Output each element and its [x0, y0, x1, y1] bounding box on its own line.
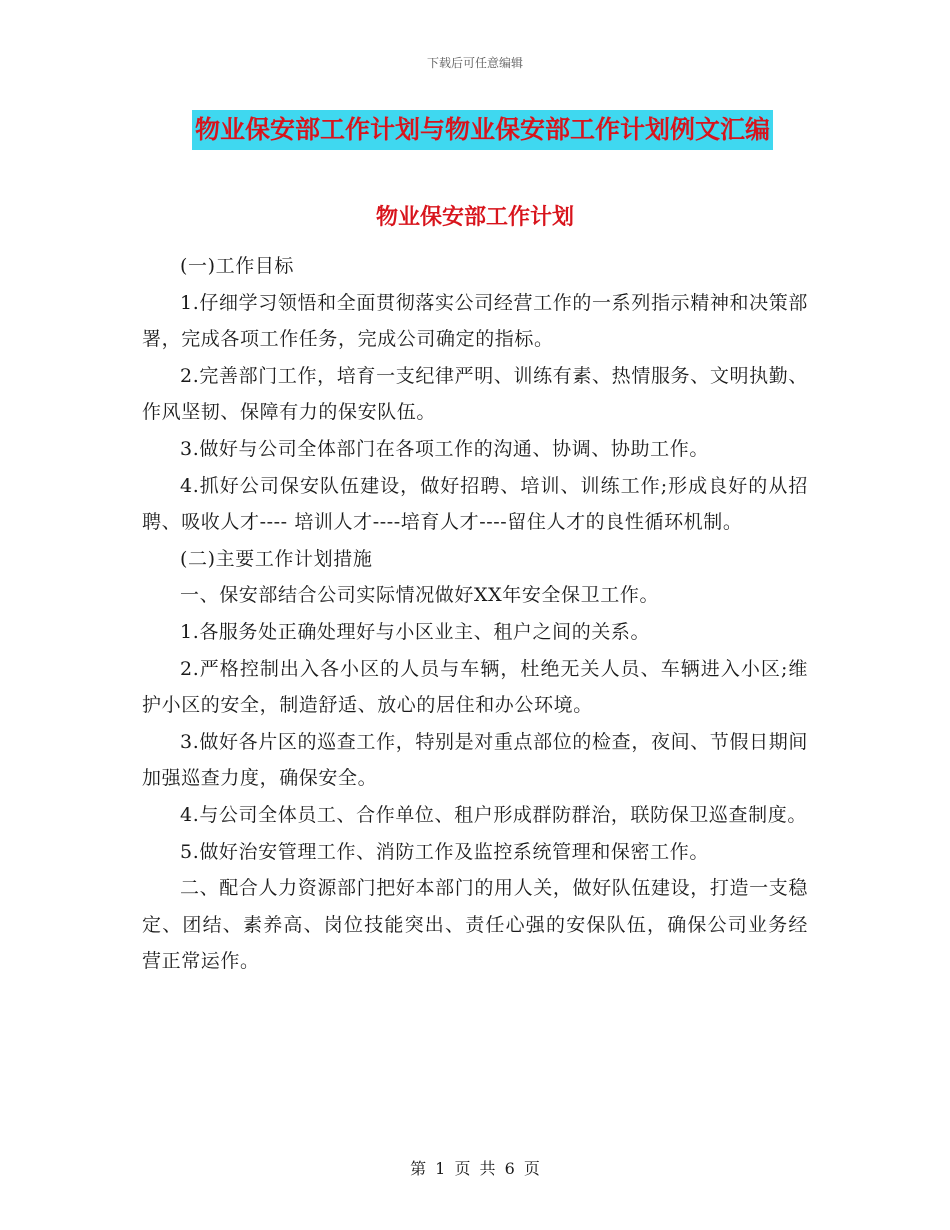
paragraph-goal-1: 1.仔细学习领悟和全面贯彻落实公司经营工作的一系列指示精神和决策部署，完成各项工作任务，完成公司确定的指标。: [142, 291, 808, 351]
paragraph-measure-section-2: 二、配合人力资源部门把好本部门的用人关，做好队伍建设，打造一支稳定、团结、素养高、岗位技能突出、责任心强的安保队伍，确保公司业务经营正常运作。: [142, 877, 808, 973]
paragraph-goal-4: 4.抓好公司保安队伍建设，做好招聘、培训、训练工作;形成良好的从招聘、吸收人才---- 培训人才----培育人才----留住人才的良性循环机制。: [142, 474, 808, 534]
paragraph-measure-1: 1.各服务处正确处理好与小区业主、租户之间的关系。: [180, 620, 651, 643]
paragraph-measure-5: 5.做好治安管理工作、消防工作及监控系统管理和保密工作。: [180, 840, 709, 863]
document-body: [142, 248, 808, 980]
paragraph-goal-2: 2.完善部门工作，培育一支纪律严明、训练有素、热情服务、文明执勤、作风坚韧、保障有力的保安队伍。: [142, 364, 808, 424]
document-main-title: 物业保安部工作计划与物业保安部工作计划例文汇编: [192, 110, 773, 150]
paragraph-measure-4: 4.与公司全体员工、合作单位、租户形成群防群治，联防保卫巡查制度。: [180, 803, 807, 826]
paragraph-measure-3: 3.做好各片区的巡查工作，特别是对重点部位的检查，夜间、节假日期间加强巡查力度，确保安全。: [142, 730, 808, 790]
paragraph-measure-2: 2.严格控制出入各小区的人员与车辆，杜绝无关人员、车辆进入小区;维护小区的安全，制造舒适、放心的居住和办公环境。: [142, 657, 808, 717]
page-header-note: 下载后可任意编辑: [426, 56, 523, 70]
section-title: 物业保安部工作计划: [375, 205, 574, 230]
paragraph-goal-heading: (一)工作目标: [180, 255, 295, 277]
paragraph-measure-section-1: 一、保安部结合公司实际情况做好XX年安全保卫工作。: [180, 584, 660, 607]
page-number-footer: 第 1 页 共 6 页: [410, 1159, 540, 1178]
paragraph-measures-heading: (二)主要工作计划措施: [180, 547, 373, 570]
paragraph-goal-3: 3.做好与公司全体部门在各项工作的沟通、协调、协助工作。: [180, 437, 709, 460]
